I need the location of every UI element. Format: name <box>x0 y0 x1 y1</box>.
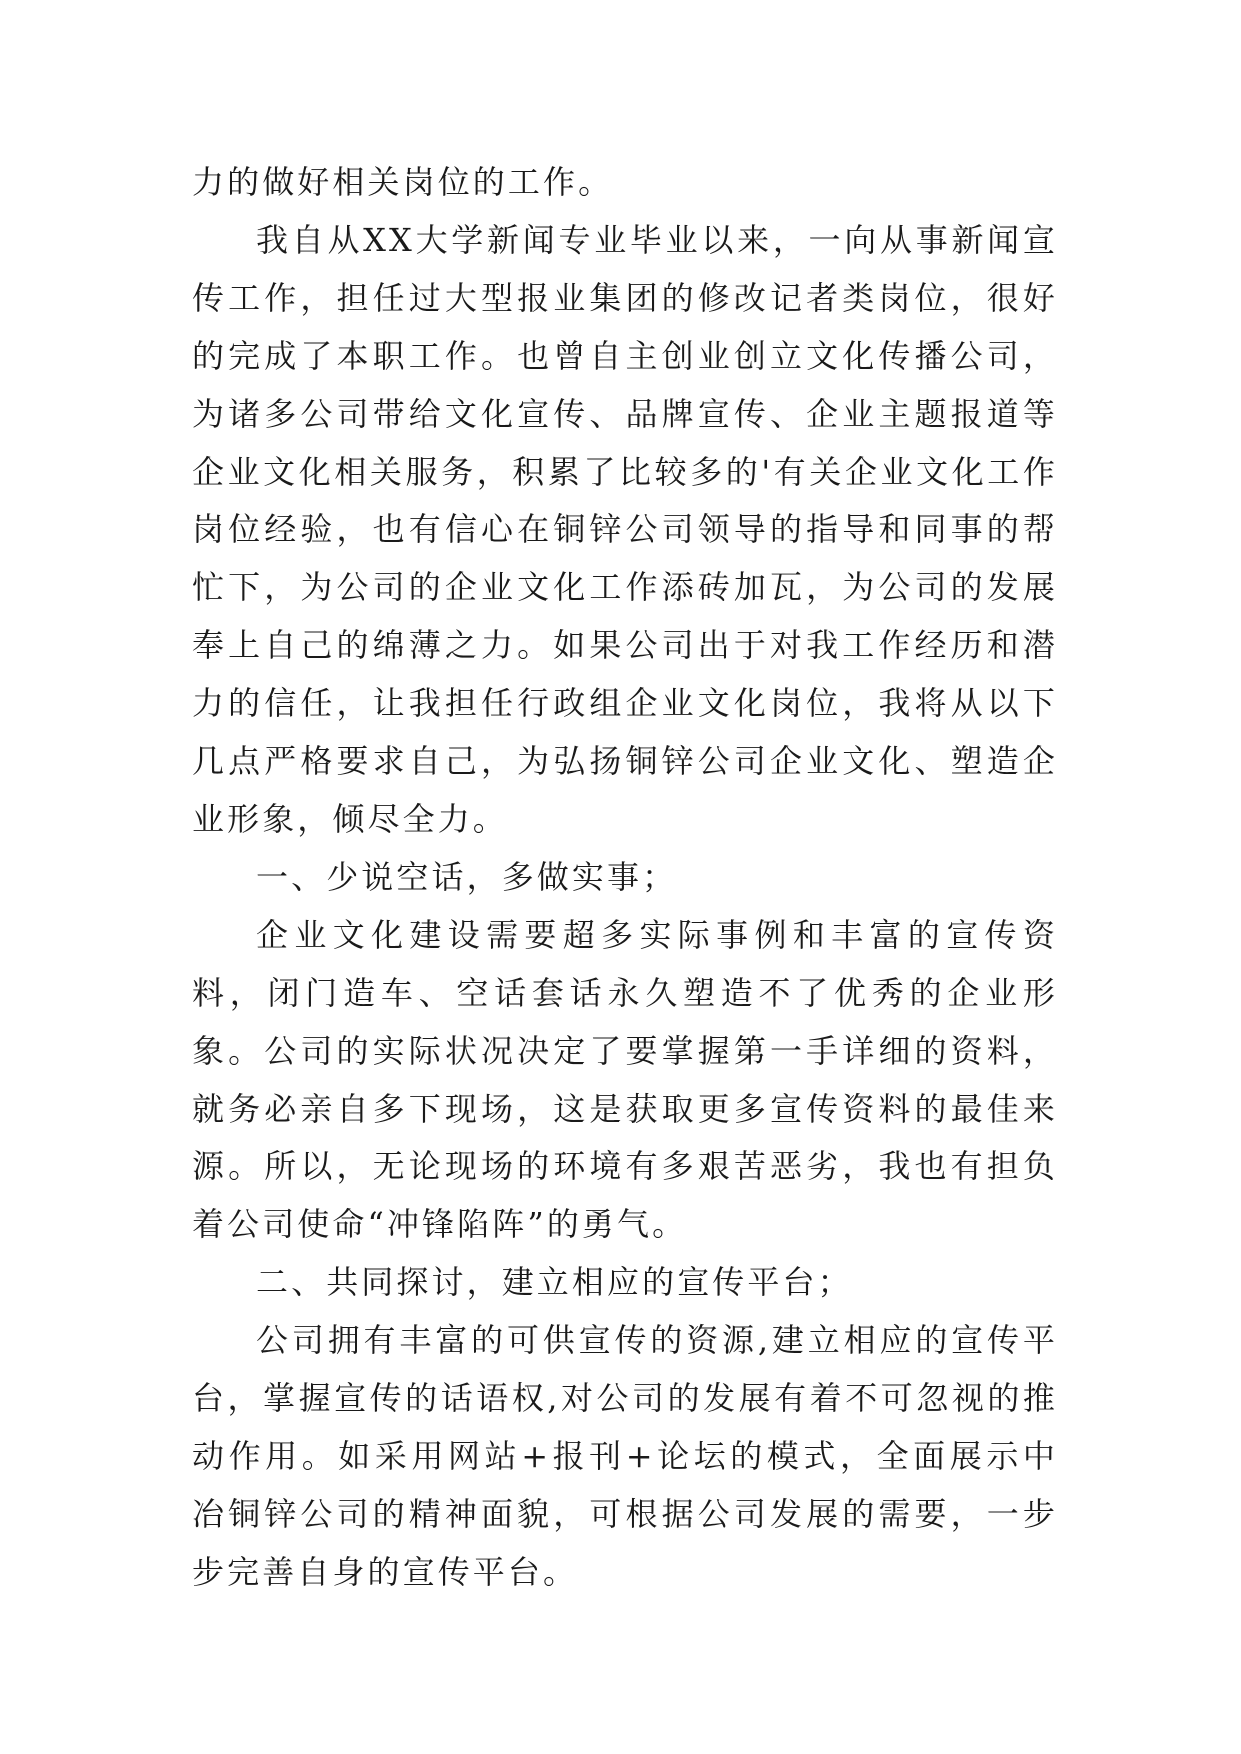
heading-point-one: 一、少说空话，多做实事； <box>256 857 678 896</box>
paragraph-continuation: 力的做好相关岗位的工作。 <box>192 163 614 201</box>
document-body <box>192 154 1058 1602</box>
paragraph-point-two: 公司拥有丰富的可供宣传的资源,建立相应的宣传平台，掌握宣传的话语权,对公司的发展有着不可忽视的推动作用。如采用网站+报刊+论坛的模式，全面展示中冶铜锌公司的精神面貌，可根据公司发展的需要，一步步完善自身的宣传平台。 <box>192 1321 1058 1591</box>
heading-point-two: 二、共同探讨，建立相应的宣传平台； <box>256 1263 853 1302</box>
paragraph-background: 我自从XX大学新闻专业毕业以来，一向从事新闻宣传工作，担任过大型报业集团的修改记者类岗位，很好的完成了本职工作。也曾自主创业创立文化传播公司，为诸多公司带给文化宣传、品牌宣传、企业主题报道等企业文化相关服务，积累了比较多的'有关企业文化工作岗位经验，也有信心在铜锌公司领导的指导和同事的帮忙下，为公司的企业文化工作添砖加瓦，为公司的发展奉上自己的绵薄之力。如果公司出于对我工作经历和潜力的信任，让我担任行政组企业文化岗位，我将从以下几点严格要求自己，为弘扬铜锌公司企业文化、塑造企业形象，倾尽全力。 <box>192 220 1058 838</box>
paragraph-point-one: 企业文化建设需要超多实际事例和丰富的宣传资料，闭门造车、空话套话永久塑造不了优秀的企业形象。公司的实际状况决定了要掌握第一手详细的资料，就务必亲自多下现场，这是获取更多宣传资料的最佳来源。所以，无论现场的环境有多艰苦恶劣，我也有担负着公司使命“冲锋陷阵”的勇气。 <box>192 915 1058 1244</box>
